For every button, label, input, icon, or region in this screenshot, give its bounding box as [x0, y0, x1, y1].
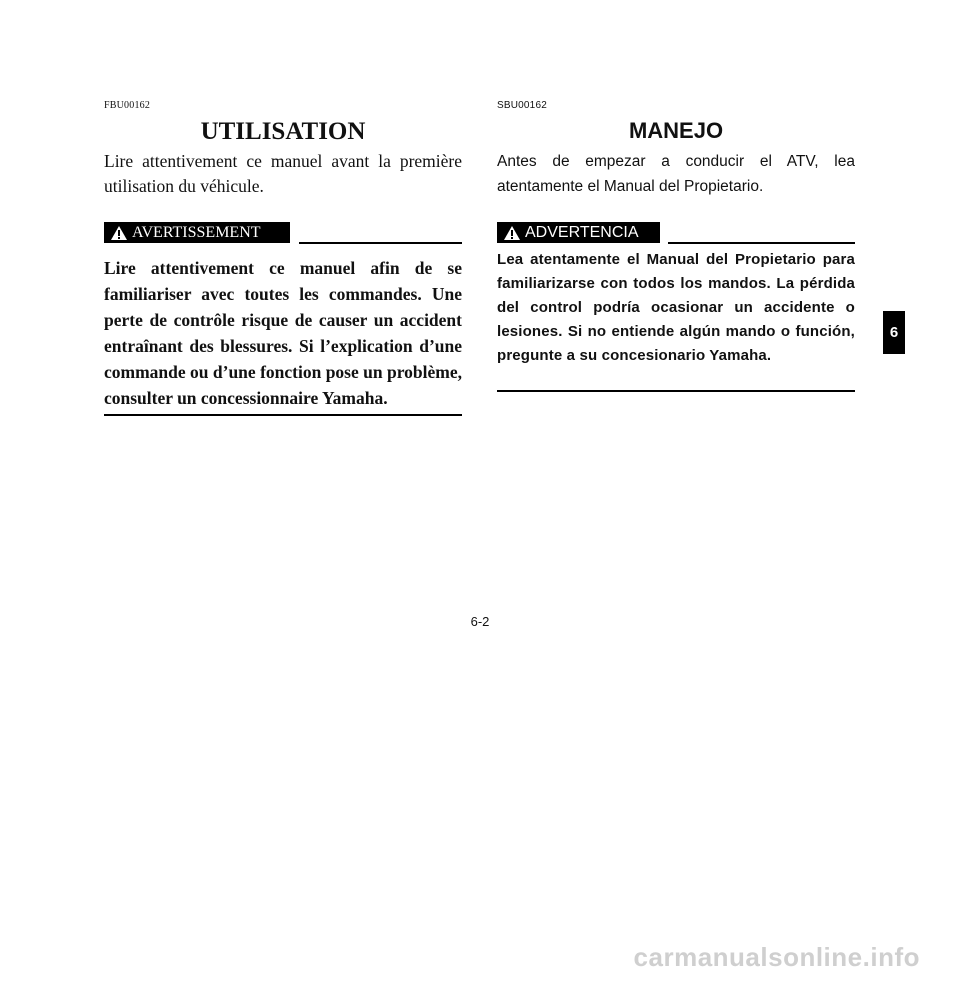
chapter-tab: 6 [883, 311, 905, 354]
warning-text: Lea atentamente el Manual del Propietario para familiarizarse con todos los mandos. La pérdida del control podría ocasionar un accidente o lesiones. Si no entiende algún mando o función, pregunte a su concesionario Yamaha. [497, 251, 855, 364]
warning-label: AVERTISSEMENT [132, 223, 261, 241]
page-number: 6-2 [470, 614, 490, 629]
watermark: carmanualsonline.info [633, 942, 920, 972]
warning-triangle-icon [503, 225, 521, 241]
warning-label: ADVERTENCIA [525, 223, 639, 241]
warning-bottom-rule [497, 390, 855, 392]
warning-header [497, 222, 855, 244]
warning-badge [497, 222, 660, 243]
warning-text: Lire attentivement ce manuel afin de se familiariser avec toutes les commandes. Une perte de contrôle risque de causer un accident entraînant des blessures. Si l’explication d’une commande ou d’une fonction pose un problème, consulter un concessionnaire Yamaha. [104, 258, 462, 408]
intro-paragraph: Antes de empezar a conducir el ATV, lea atentamente el Manual del Propietario. [497, 153, 855, 195]
warning-header-rule [299, 242, 462, 244]
warning-badge [104, 222, 290, 243]
section-code: SBU00162 [497, 100, 547, 111]
warning-triangle-icon [110, 225, 128, 241]
warning-header-rule [668, 242, 855, 244]
section-title: MANEJO [628, 118, 724, 143]
section-title: UTILISATION [200, 118, 366, 145]
section-code: FBU00162 [104, 100, 151, 111]
intro-paragraph: Lire attentivement ce manuel avant la première utilisation du véhicule. [104, 151, 462, 196]
warning-bottom-rule [104, 414, 462, 416]
warning-header [104, 222, 462, 244]
